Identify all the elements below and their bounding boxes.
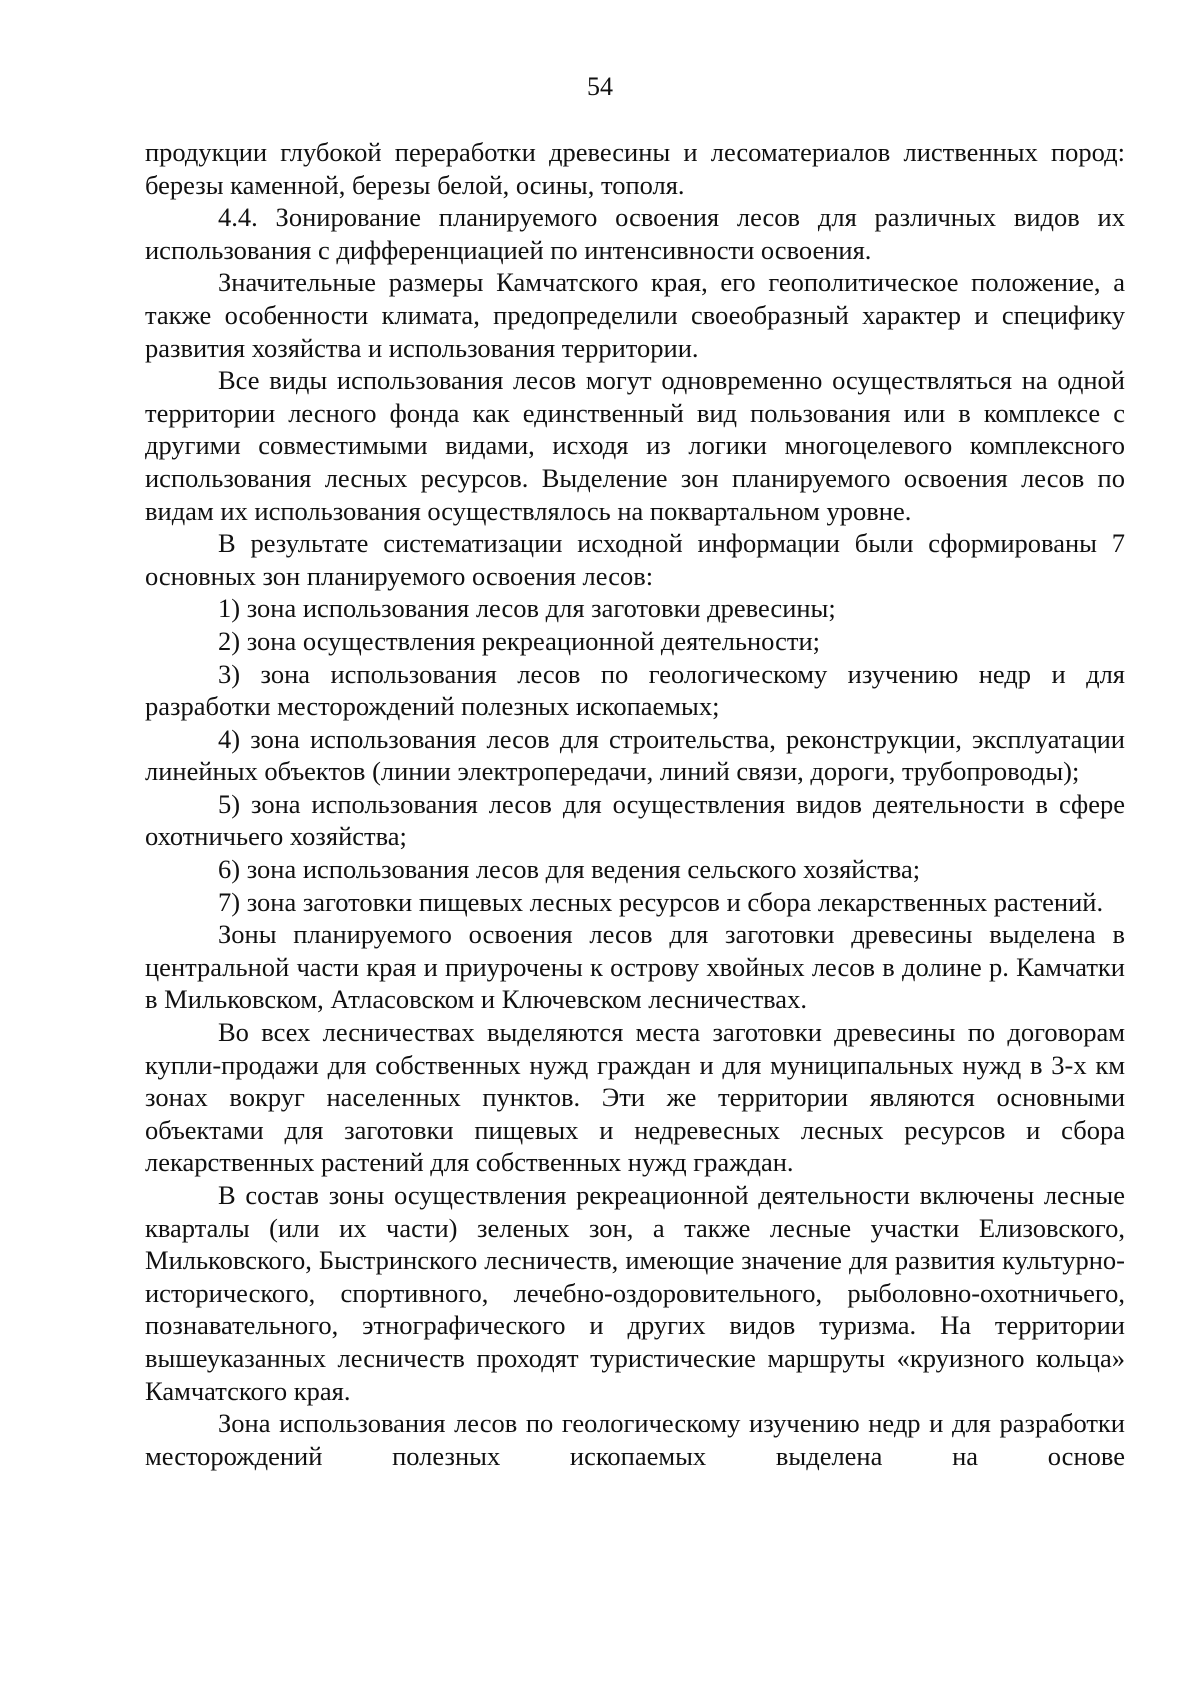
list-item: 6) зона использования лесов для ведения сельского хозяйства;	[218, 854, 921, 885]
list-item: 5) зона использования лесов для осуществления видов деятельности в сфере охотничьего хозяйства;	[145, 788, 1125, 852]
list-item: 7) зона заготовки пищевых лесных ресурсов и сбора лекарственных растений.	[218, 886, 1104, 917]
paragraph: Все виды использования лесов могут одновременно осуществляться на одной территории лесного фонда как единственный вид пользования или в комплексе с другими совместимыми видами, исходя из логики многоцелевого комплексного использования лесных ресурсов. Выделение зон планируемого освоения лесов по видам их использования осуществлялось на поквартальном уровне.	[145, 365, 1125, 526]
list-item: 3) зона использования лесов по геологическому изучению недр и для разработки месторождений полезных ископаемых;	[145, 658, 1125, 722]
body-text	[145, 136, 1125, 1472]
paragraph: В результате систематизации исходной информации были сформированы 7 основных зон планируемого освоения лесов:	[145, 528, 1125, 591]
list-item: 2) зона осуществления рекреационной деятельности;	[218, 625, 820, 656]
paragraph: Зоны планируемого освоения лесов для заготовки древесины выделена в центральной части края и приурочены к острову хвойных лесов в долине р. Камчатки в Мильковском, Атласовском и Ключевском лесничествах.	[145, 919, 1125, 1015]
list-item: 4) зона использования лесов для строительства, реконструкции, эксплуатации линейных объектов (линии электропередачи, линий связи, дороги, трубопроводы);	[145, 723, 1125, 787]
paragraph: Во всех лесничествах выделяются места заготовки древесины по договорам купли-продажи для собственных нужд граждан и для муниципальных нужд в 3-х км зонах вокруг населенных пунктов. Эти же территории являются основными объектами для заготовки пищевых и недревесных лесных ресурсов и сбора лекарственных растений для собственных нужд граждан.	[145, 1017, 1125, 1178]
list-item: 1) зона использования лесов для заготовки древесины;	[218, 593, 836, 624]
paragraph-section-heading: 4.4. Зонирование планируемого освоения лесов для различных видов их использования с дифференциацией по интенсивности освоения.	[145, 202, 1125, 265]
paragraph-continues: Зона использования лесов по геологическому изучению недр и для разработки месторождений полезных ископаемых выделена на основе	[145, 1408, 1125, 1471]
page-number: 54	[587, 72, 613, 101]
paragraph: В состав зоны осуществления рекреационной деятельности включены лесные кварталы (или их части) зеленых зон, а также лесные участки Елизовского, Мильковского, Быстринского лесничеств, имеющие значение для развития культурно-исторического, спортивного, лечебно-оздоровительного, рыболовно-охотничьего, познавательного, этнографического и других видов туризма. На территории вышеуказанных лесничеств проходят туристические маршруты «круизного кольца» Камчатского края.	[145, 1180, 1125, 1406]
paragraph-continuation: продукции глубокой переработки древесины и лесоматериалов лиственных пород: березы каменной, березы белой, осины, тополя.	[145, 137, 1125, 200]
paragraph: Значительные размеры Камчатского края, его геополитическое положение, а также особенности климата, предопределили своеобразный характер и специфику развития хозяйства и использования территории.	[145, 267, 1125, 363]
